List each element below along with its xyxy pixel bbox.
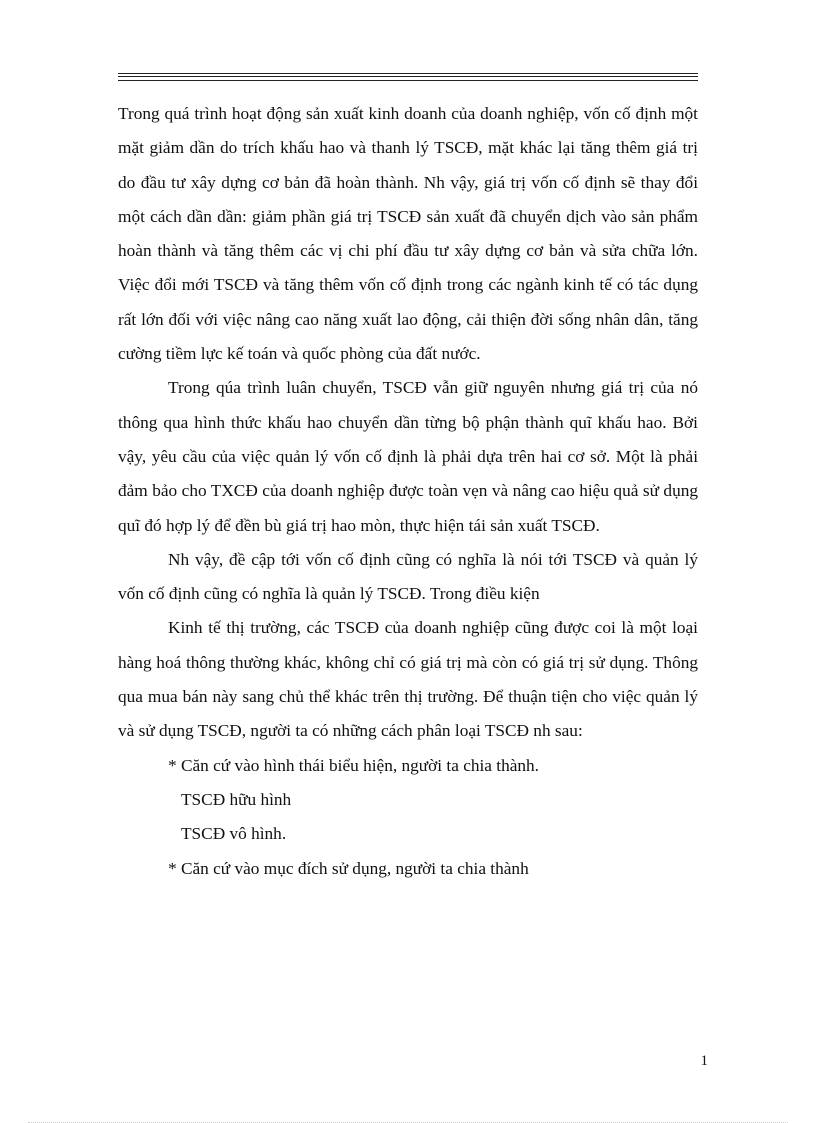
list-item-tangible: TSCĐ hữu hình	[181, 789, 292, 809]
list-item-intangible: TSCĐ vô hình.	[181, 824, 287, 844]
paragraph-3: Nh vậy, đề cập tới vốn cố định cũng có nghĩa là nói tới TSCĐ và quản lý vốn cố định cũng có nghĩa là quản lý TSCĐ. Trong điều kiện	[118, 549, 698, 604]
list-item-criterion-form: * Căn cứ vào hình thái biểu hiện, người ta chia thành.	[168, 755, 540, 775]
paragraph-1: Trong quá trình hoạt động sản xuất kinh doanh của doanh nghiệp, vốn cố định một mặt giảm dần do trích khấu hao và thanh lý TSCĐ, mặt khác lại tăng thêm giá trị do đầu tư xây dựng cơ bản đã hoàn thành. Nh vậy, giá trị vốn cố định sẽ thay đổi một cách dần dần: giảm phần giá trị TSCĐ sản xuất đã chuyển dịch vào sản phẩm hoàn thành và tăng thêm các vị chi phí đầu tư xây dựng cơ bản và sửa chữa lớn. Việc đổi mới TSCĐ và tăng thêm vốn cố định trong các ngành kinh tế có tác dụng rất lớn đối với việc nâng cao năng xuất lao động, cải thiện đời sống nhân dân, tăng cường tiềm lực kế toán và quốc phòng của đất nước.	[118, 104, 698, 364]
document-body	[118, 97, 698, 886]
page-number: 1	[700, 1053, 708, 1069]
list-item-criterion-purpose: * Căn cứ vào mục đích sử dụng, người ta chia thành	[168, 858, 529, 878]
paragraph-4: Kinh tế thị trường, các TSCĐ của doanh nghiệp cũng được coi là một loại hàng hoá thông thường khác, không chỉ có giá trị mà còn có giá trị sử dụng. Thông qua mua bán này sang chủ thể khác trên thị trường. Để thuận tiện cho việc quản lý và sử dụng TSCĐ, người ta có những cách phân loại TSCĐ nh sau:	[118, 618, 698, 741]
paragraph-2: Trong qúa trình luân chuyển, TSCĐ vẫn giữ nguyên nhưng giá trị của nó thông qua hình thức khấu hao chuyển dần từng bộ phận thành quĩ khấu hao. Bởi vậy, yêu cầu của việc quản lý vốn cố định là phải dựa trên hai cơ sở. Một là phải đảm bảo cho TXCĐ của doanh nghiệp được toàn vẹn và nâng cao hiệu quả sử dụng quĩ đó hợp lý để đền bù giá trị hao mòn, thực hiện tái sản xuất TSCĐ.	[118, 378, 698, 535]
header-double-rule	[118, 73, 698, 81]
